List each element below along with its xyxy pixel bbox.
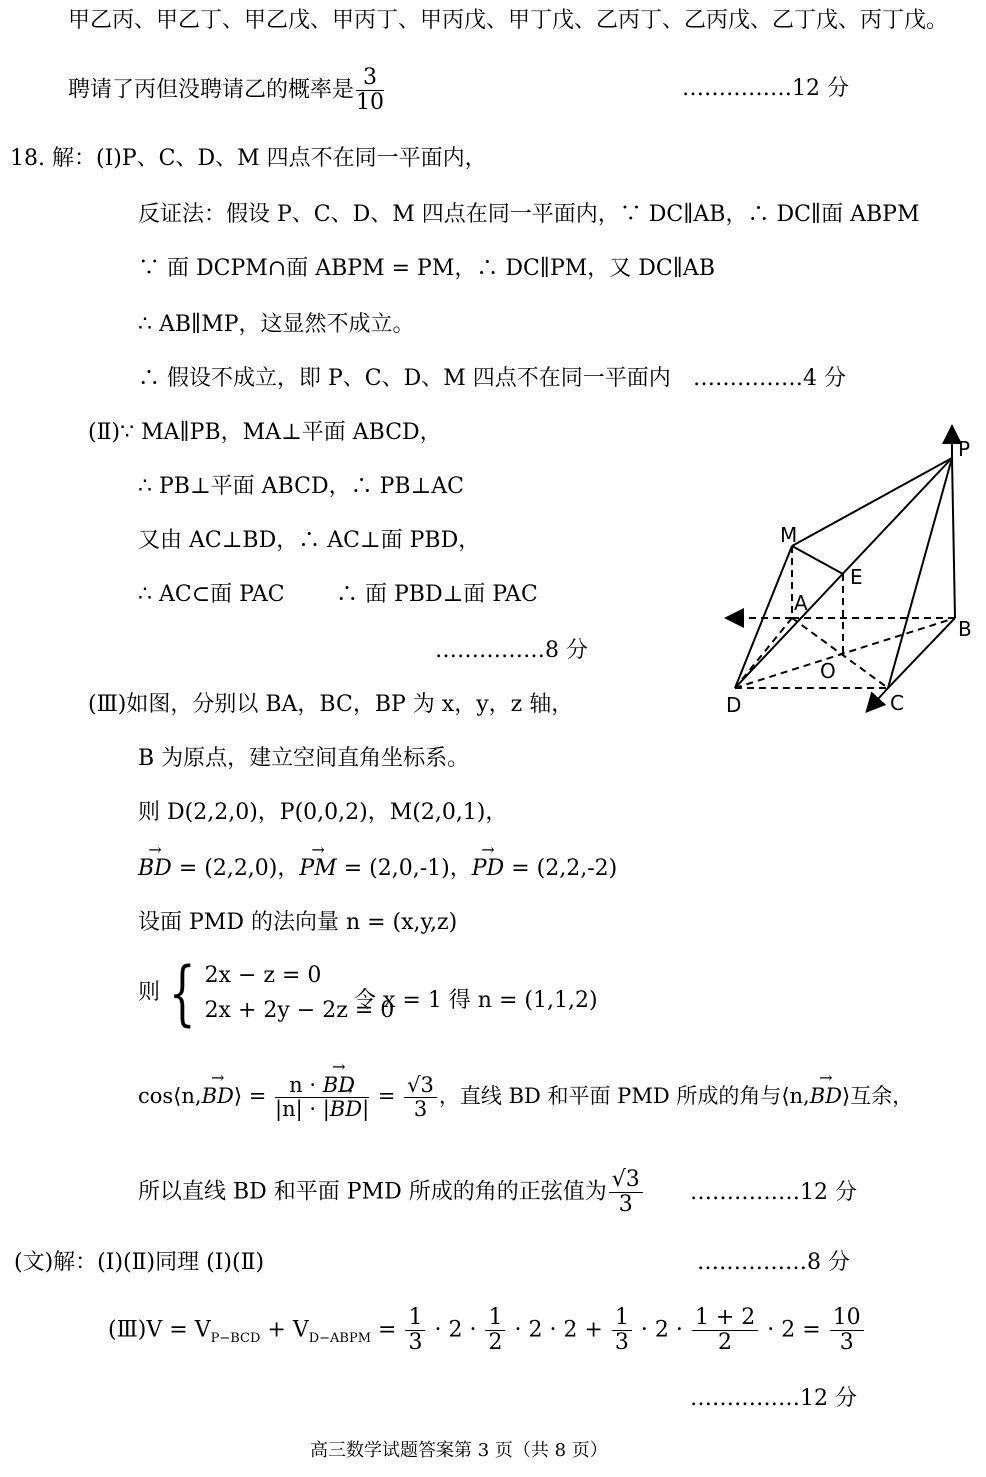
combination-list: 甲乙丙、甲乙丁、甲乙戊、甲丙丁、甲丙戊、甲丁戊、乙丙丁、乙丙戊、乙丁戊、丙丁戊。 xyxy=(68,8,949,33)
score-4: ……………4 分 xyxy=(693,366,846,391)
part3-line1: (Ⅲ)如图，分别以 BA，BC，BP 为 x，y，z 轴， xyxy=(88,692,574,717)
part1-line2: ∵ 面 DCPM∩面 ABPM = PM，∴ DC∥PM，又 DC∥AB xyxy=(138,256,715,281)
q18-header: 18. 解：(Ⅰ)P、C、D、M 四点不在同一平面内， xyxy=(10,146,487,171)
label-E: E xyxy=(850,565,863,589)
part2-line1: (Ⅱ)∵ MA∥PB，MA⊥平面 ABCD， xyxy=(88,420,442,445)
probability-line xyxy=(68,66,386,115)
cos-fraction: $\frac{n \cdot \to BD}{|n| \cdot |\to BD|}$ xyxy=(275,1074,369,1121)
part3-normal-vector: 设面 PMD 的法向量 n = (x,y,z) xyxy=(138,910,458,935)
score-8: ……………8 分 xyxy=(435,638,588,663)
let-x-line: 令 x = 1 得 n = (1,1,2) xyxy=(354,988,598,1013)
vector-pd: → PD xyxy=(472,856,504,882)
geometry-figure xyxy=(700,410,986,730)
part2-line4a: ∴ AC⊂面 PAC xyxy=(138,582,285,607)
equation-1: 2x − z = 0 xyxy=(204,963,322,988)
label-D: D xyxy=(726,693,742,717)
score-8-wen: ……………8 分 xyxy=(697,1250,850,1275)
label-M: M xyxy=(780,523,798,547)
equation-2: 2x + 2y − 2z = 0 xyxy=(204,998,395,1024)
equation-system: 则 { 2x − z = 0 2x + 2y − 2z = 0 xyxy=(138,952,395,1035)
page-footer: 高三数学试题答案第 3 页（共 8 页） xyxy=(310,1440,608,1461)
label-O: O xyxy=(820,659,836,683)
label-C: C xyxy=(890,691,904,715)
volume-equation: (Ⅲ)V = $V_{P-BCD} + V_{D-ABPM}$ = $\frac{1}{3}$ · 2 · $\frac{1}{2}$ · 2 · 2 + $\frac{1}{3}$ · 2 · $\frac{1 + 2}{2}$ · 2 = $\frac{10}{3}$ xyxy=(108,1306,866,1355)
label-A: A xyxy=(794,591,808,615)
probability-fraction: $\frac{3}{10}$ xyxy=(356,65,385,116)
score-12-wen: ……………12 分 xyxy=(690,1386,857,1411)
sqrt3-fraction: $\frac{√3}{3}$ xyxy=(404,1074,437,1121)
part3-line3: 则 D(2,2,0)，P(0,0,2)，M(2,0,1)， xyxy=(138,800,508,825)
score-12-prev: ……………12 分 xyxy=(682,76,849,101)
part2-line2: ∴ PB⊥平面 ABCD，∴ PB⊥AC xyxy=(138,474,464,499)
cos-line: cos⟨n,→ BD⟩ = $\frac{n \cdot \to BD}{|n| \cdot |\to BD|}$ = $\frac{√3}{3}$ ，直线 BD 和平面 PMD 所成的角与⟨n,→ BD⟩互余， xyxy=(138,1074,913,1121)
vector-pm: → PM xyxy=(299,856,336,882)
final-fraction: $\frac{√3}{3}$ xyxy=(609,1168,643,1217)
brace: { xyxy=(168,952,196,1035)
label-B: B xyxy=(958,617,972,641)
probability-text: 聘请了丙但没聘请乙的概率是 xyxy=(68,77,355,103)
part2-line4b: ∴ 面 PBD⊥面 PAC xyxy=(336,582,538,607)
part3-line2: B 为原点，建立空间直角坐标系。 xyxy=(138,746,470,771)
vector-bd: → BD xyxy=(138,856,172,882)
part2-line3: 又由 AC⊥BD，∴ AC⊥面 PBD， xyxy=(138,528,481,553)
wen-line1: (文)解：(Ⅰ)(Ⅱ)同理 (Ⅰ)(Ⅱ) xyxy=(14,1250,265,1275)
label-P: P xyxy=(958,437,971,461)
final-answer-line: 所以直线 BD 和平面 PMD 所成的角的正弦值为 $\frac{√3}{3}$ xyxy=(138,1168,645,1217)
part1-line3: ∴ AB∥MP，这显然不成立。 xyxy=(138,312,415,337)
score-12-q18: ……………12 分 xyxy=(690,1180,857,1205)
vectors-line: → BD = (2,2,0)，→ PM = (2,0,-1)，→ PD = (2,2,-2) xyxy=(138,856,617,882)
part1-line1: 反证法：假设 P、C、D、M 四点在同一平面内，∵ DC∥AB，∴ DC∥面 ABPM xyxy=(138,202,920,227)
part1-line4: ∴ 假设不成立，即 P、C、D、M 四点不在同一平面内 xyxy=(138,366,671,391)
